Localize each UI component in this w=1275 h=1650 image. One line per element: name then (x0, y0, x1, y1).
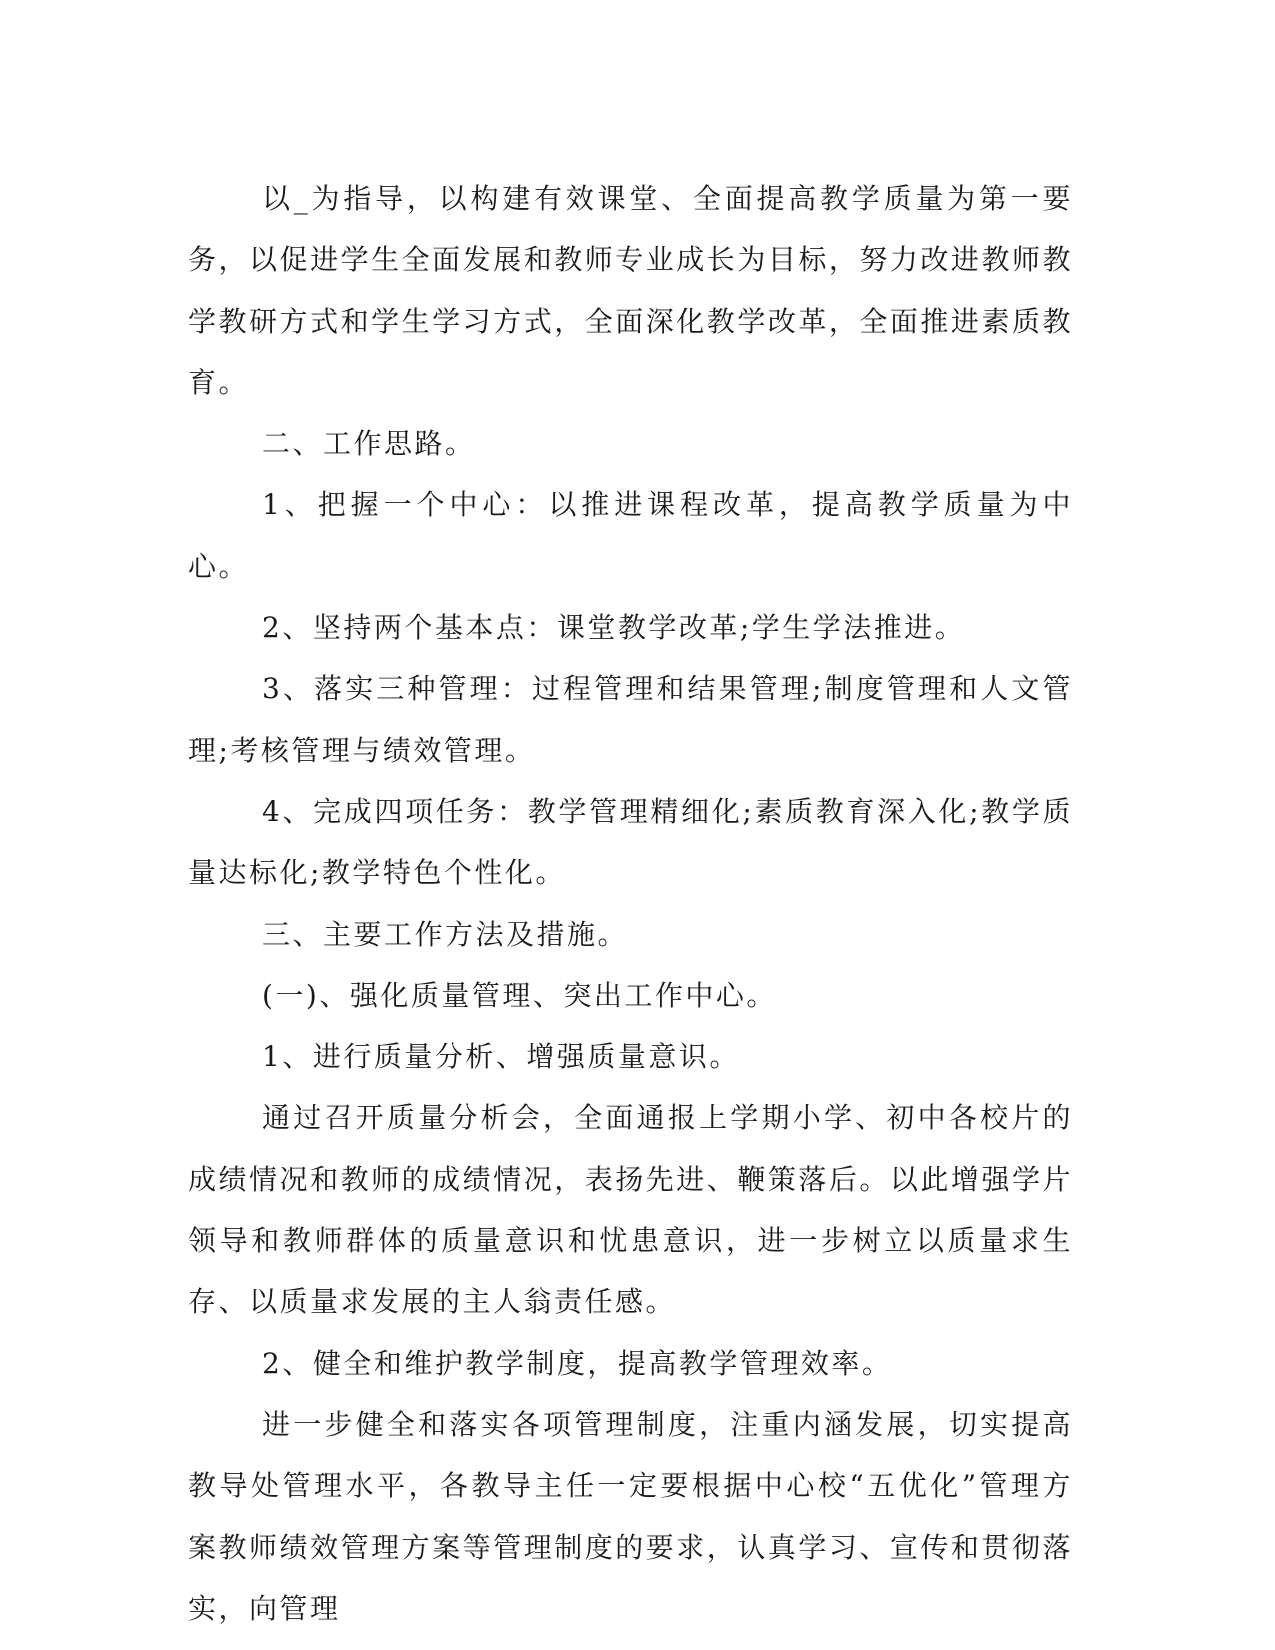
subheading-quality-management: (一)、强化质量管理、突出工作中心。 (262, 978, 777, 1012)
list-item-four-tasks: 4、完成四项任务：教学管理精细化;素质教育深入化;教学质量达标化;教学特色个性化。 (188, 794, 1073, 890)
list-item-teaching-system: 2、健全和维护教学制度，提高教学管理效率。 (262, 1346, 893, 1380)
paragraph-guiding-principle: 以_为指导，以构建有效课堂、全面提高教学质量为第一要务，以促进学生全面发展和教师专业成长为目标，努力改进教师教学教研方式和学生学习方式，全面深化教学改革，全面推进素质教育。 (188, 182, 1073, 399)
paragraph-management-system: 进一步健全和落实各项管理制度，注重内涵发展，切实提高教导处管理水平，各教导主任一定要根据中心校“五优化”管理方案教师绩效管理方案等管理制度的要求，认真学习、宣传和贯彻落实，向管理 (188, 1407, 1073, 1625)
list-item-one-center: 1、把握一个中心：以推进课程改革，提高教学质量为中心。 (188, 488, 1073, 583)
list-item-two-points: 2、坚持两个基本点：课堂教学改革;学生学法推进。 (262, 611, 966, 645)
heading-work-approach: 二、工作思路。 (262, 427, 476, 461)
paragraph-quality-meeting: 通过召开质量分析会，全面通报上学期小学、初中各校片的成绩情况和教师的成绩情况，表扬先进、鞭策落后。以此增强学片领导和教师群体的质量意识和忧患意识，进一步树立以质量求生存、以质量求发展的主人翁责任感。 (188, 1101, 1073, 1319)
list-item-three-managements: 3、落实三种管理：过程管理和结果管理;制度管理和人文管理;考核管理与绩效管理。 (188, 672, 1073, 767)
document-body (188, 168, 1073, 1639)
heading-methods-measures: 三、主要工作方法及措施。 (262, 917, 629, 951)
list-item-quality-analysis: 1、进行质量分析、增强质量意识。 (262, 1040, 740, 1074)
